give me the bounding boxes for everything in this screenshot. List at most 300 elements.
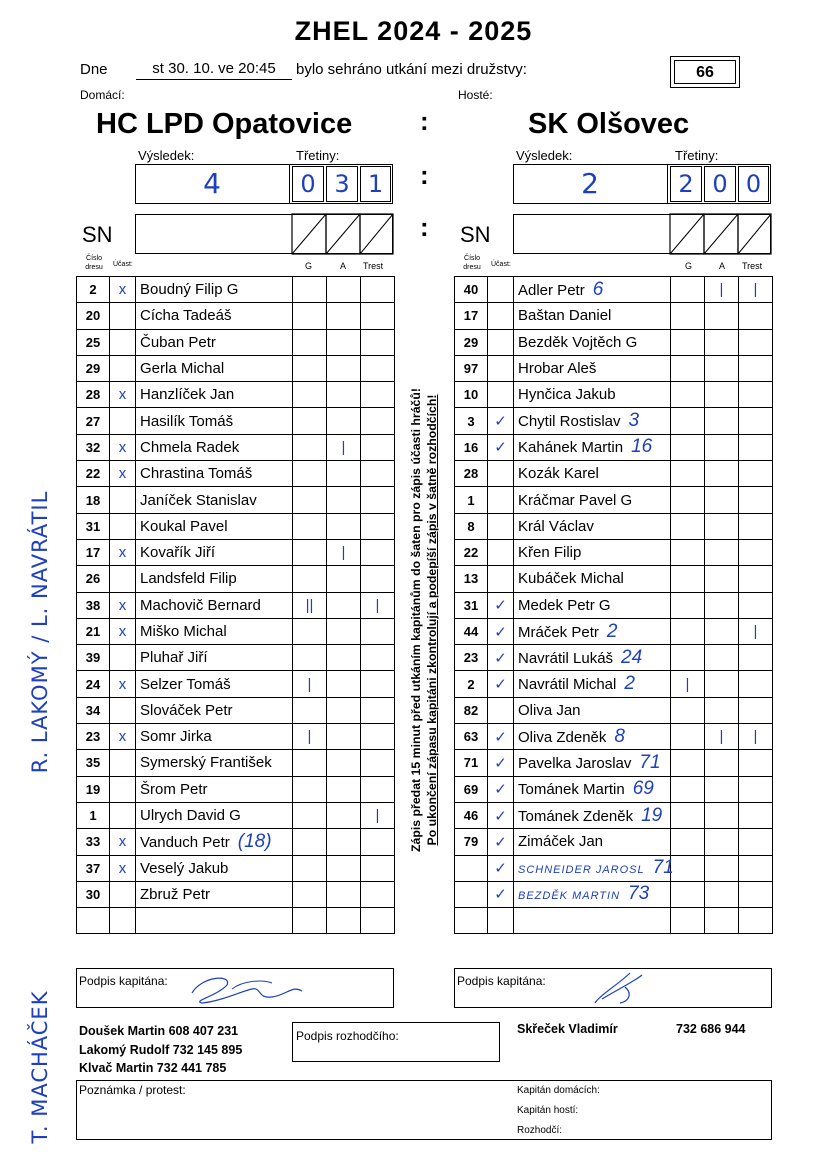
jersey-number: 3 (455, 408, 488, 434)
assists-cell (705, 566, 739, 592)
assists-cell (705, 303, 739, 329)
home-col-ucast-header: Účast: (113, 261, 133, 268)
away-captain-label: Kapitán hostí: (517, 1105, 579, 1116)
penalty-cell (739, 671, 773, 697)
penalty-cell (361, 697, 395, 723)
goals-cell (671, 829, 705, 855)
assists-cell (705, 776, 739, 802)
assists-cell (327, 829, 361, 855)
participation-mark: ✓ (488, 592, 514, 618)
match-number-box (670, 56, 740, 88)
participation-mark (488, 566, 514, 592)
player-name-cell (136, 776, 293, 802)
participation-mark (488, 329, 514, 355)
referee-label: Rozhodčí: (517, 1125, 563, 1136)
participation-mark: x (110, 592, 136, 618)
penalty-cell (739, 539, 773, 565)
participation-mark (488, 303, 514, 329)
participation-mark (488, 513, 514, 539)
player-name: Navrátil Michal (518, 676, 617, 694)
penalty-cell (361, 303, 395, 329)
player-name-cell (136, 355, 293, 381)
assists-cell: | (327, 434, 361, 460)
player-name-cell (136, 908, 293, 934)
home-player-row (77, 487, 395, 513)
home-player-row (77, 671, 395, 697)
player-name-cell (514, 697, 671, 723)
home-player-row (77, 697, 395, 723)
assists-cell (327, 671, 361, 697)
player-name: Zimáček Jan (518, 833, 604, 851)
participation-mark: ✓ (488, 408, 514, 434)
vertical-note-line1: Zápis předat 15 minut před utkáním kapitánům do šaten pro zápis účasti hráčů! (409, 388, 423, 852)
goals-cell (293, 461, 327, 487)
jersey-number: 23 (77, 724, 110, 750)
away-period-3: 0 (738, 166, 769, 202)
player-name: Tománek Zdeněk (518, 807, 634, 825)
player-name-cell (514, 382, 671, 408)
player-name-cell (136, 461, 293, 487)
away-player-row (455, 329, 773, 355)
away-player-row (455, 776, 773, 802)
goals-cell (671, 908, 705, 934)
referee-sign-box (292, 1022, 500, 1062)
player-name: Čuban Petr (140, 333, 216, 351)
player-name: Král Václav (518, 517, 594, 535)
participation-mark: ✓ (488, 750, 514, 776)
away-label: Hosté: (458, 88, 493, 102)
penalty-cell: | (361, 592, 395, 618)
penalty-cell (739, 355, 773, 381)
away-col-g-header: G (685, 261, 693, 271)
player-name: Zbruž Petr (140, 885, 211, 903)
player-name: Kahánek Martin (518, 439, 624, 457)
jersey-number: 21 (77, 618, 110, 644)
goals-cell (293, 697, 327, 723)
penalty-cell (361, 408, 395, 434)
player-name-cell (136, 697, 293, 723)
player-name-cell (136, 671, 293, 697)
goals-cell (293, 303, 327, 329)
home-captain-sign-label: Podpis kapitána: (79, 974, 168, 988)
jersey-number: 17 (77, 539, 110, 565)
goals-cell (671, 487, 705, 513)
participation-mark: x (110, 618, 136, 644)
home-period-2: 3 (326, 166, 358, 202)
jersey-number: 39 (77, 645, 110, 671)
assists-cell: | (705, 724, 739, 750)
handwritten-number: (18) (237, 830, 272, 852)
jersey-number (455, 881, 488, 907)
goals-cell: | (293, 671, 327, 697)
assists-cell: | (327, 539, 361, 565)
away-col-num-header: Číslo dresu (463, 255, 481, 271)
jersey-number: 82 (455, 697, 488, 723)
penalty-cell (361, 776, 395, 802)
jersey-number: 29 (77, 355, 110, 381)
participation-mark (110, 881, 136, 907)
away-player-row (455, 434, 773, 460)
penalty-cell (739, 645, 773, 671)
colon-2: : (420, 160, 429, 190)
goals-cell (293, 382, 327, 408)
participation-mark: x (110, 434, 136, 460)
jersey-number: 26 (77, 566, 110, 592)
player-name-cell (136, 618, 293, 644)
penalty-cell: | (739, 724, 773, 750)
player-name: Kubáček Michal (518, 570, 624, 588)
player-name-cell (514, 408, 671, 434)
penalty-cell (361, 461, 395, 487)
assists-cell (327, 566, 361, 592)
participation-mark: x (110, 277, 136, 303)
away-player-row (455, 645, 773, 671)
assists-cell (705, 592, 739, 618)
participation-mark (488, 461, 514, 487)
player-name: Veselý Jakub (140, 859, 229, 877)
participation-mark (110, 697, 136, 723)
home-player-row (77, 355, 395, 381)
goals-cell: || (293, 592, 327, 618)
goals-cell (293, 355, 327, 381)
jersey-number (77, 908, 110, 934)
player-name-cell (136, 829, 293, 855)
participation-mark (110, 776, 136, 802)
assists-cell (327, 776, 361, 802)
assists-cell (327, 408, 361, 434)
assists-cell (327, 881, 361, 907)
player-name: Navrátil Lukáš (518, 649, 614, 667)
home-col-trest-header: Trest (363, 261, 384, 271)
player-name-cell (514, 855, 674, 881)
home-sn-periods (292, 214, 393, 254)
jersey-number: 34 (77, 697, 110, 723)
home-player-row (77, 539, 395, 565)
participation-mark: x (110, 461, 136, 487)
away-player-row (455, 724, 773, 750)
player-name: Oliva Zdeněk (518, 728, 607, 746)
goals-cell (671, 776, 705, 802)
assists-cell (705, 408, 739, 434)
referee-3: Klvač Martin 732 441 785 (79, 1061, 227, 1075)
penalty-cell (739, 802, 773, 828)
jersey-number: 27 (77, 408, 110, 434)
participation-mark (110, 329, 136, 355)
player-name-cell (136, 513, 293, 539)
home-period-3: 1 (360, 166, 391, 202)
penalty-cell (361, 487, 395, 513)
away-player-row (455, 618, 773, 644)
goals-cell (671, 329, 705, 355)
jersey-number: 18 (77, 487, 110, 513)
player-name: Hynčica Jakub (518, 386, 616, 404)
assists-cell (705, 434, 739, 460)
away-captain-sign-box (454, 968, 772, 1008)
assists-cell (705, 329, 739, 355)
participation-mark (110, 802, 136, 828)
away-score-cell (513, 164, 668, 204)
jersey-number: 33 (77, 829, 110, 855)
player-name: Gerla Michal (140, 360, 225, 378)
assists-cell: | (705, 277, 739, 303)
participation-mark (488, 908, 514, 934)
home-player-row (77, 645, 395, 671)
match-date: st 30. 10. ve 20:45 (136, 60, 292, 80)
match-number: 66 (674, 60, 736, 84)
played-text: bylo sehráno utkání mezi družstvy: (296, 61, 527, 78)
assists-cell (327, 487, 361, 513)
player-name: Miško Michal (140, 623, 227, 640)
away-period-2: 0 (704, 166, 736, 202)
jersey-number: 71 (455, 750, 488, 776)
jersey-number: 38 (77, 592, 110, 618)
player-name: Chmela Radek (140, 438, 240, 456)
goals-cell (293, 750, 327, 776)
goals-cell (671, 539, 705, 565)
participation-mark (488, 277, 514, 303)
jersey-number: 97 (455, 355, 488, 381)
participation-mark (110, 566, 136, 592)
home-player-row (77, 329, 395, 355)
participation-mark (110, 750, 136, 776)
jersey-number: 22 (455, 539, 488, 565)
penalty-cell (361, 329, 395, 355)
player-name-cell (514, 671, 671, 697)
away-player-row (455, 408, 773, 434)
home-captain-sign-box (76, 968, 394, 1008)
jersey-number: 2 (455, 671, 488, 697)
colon-3: : (420, 212, 429, 242)
penalty-cell (361, 855, 395, 881)
player-name: Bezděk Vojtěch G (518, 333, 638, 351)
penalty-cell (739, 776, 773, 802)
home-sn-label: SN (82, 222, 113, 247)
player-name: BEZDĚK MARTIN (518, 890, 621, 903)
penalty-cell (361, 434, 395, 460)
participation-mark: x (110, 724, 136, 750)
handwritten-number: 71 (639, 751, 661, 773)
participation-mark: x (110, 671, 136, 697)
player-name: Mráček Petr (518, 623, 599, 641)
goals-cell (293, 776, 327, 802)
assists-cell (327, 750, 361, 776)
away-captain-signature (580, 969, 660, 1007)
participation-mark (110, 487, 136, 513)
goals-cell (671, 645, 705, 671)
home-player-row (77, 592, 395, 618)
home-player-row (77, 829, 395, 855)
penalty-cell (361, 645, 395, 671)
handwritten-number: 3 (628, 410, 640, 432)
penalty-cell (739, 908, 773, 934)
assists-cell (705, 618, 739, 644)
goals-cell (293, 539, 327, 565)
participation-mark (110, 513, 136, 539)
participation-mark: ✓ (488, 645, 514, 671)
penalty-cell (361, 671, 395, 697)
home-score-cell (135, 164, 290, 204)
player-name: Machovič Bernard (140, 596, 261, 614)
assists-cell (327, 724, 361, 750)
player-name-cell (136, 855, 293, 881)
goals-cell (293, 908, 327, 934)
player-name-cell (136, 434, 293, 460)
assists-cell (327, 908, 361, 934)
assists-cell (705, 645, 739, 671)
goals-cell (671, 750, 705, 776)
player-name-cell (514, 303, 671, 329)
goals-cell (671, 855, 705, 881)
penalty-cell (739, 329, 773, 355)
home-player-row (77, 277, 395, 303)
goals-cell (293, 329, 327, 355)
player-name: Hasilík Tomáš (140, 412, 234, 430)
player-name-cell (136, 645, 293, 671)
player-name-cell (136, 566, 293, 592)
penalty-cell (739, 513, 773, 539)
jersey-number: 24 (77, 671, 110, 697)
player-name: Hrobar Aleš (518, 360, 597, 378)
jersey-number: 29 (455, 329, 488, 355)
player-name-cell (514, 539, 671, 565)
away-player-row (455, 829, 773, 855)
goals-cell (293, 855, 327, 881)
jersey-number: 20 (77, 303, 110, 329)
goals-cell (671, 408, 705, 434)
penalty-cell (739, 461, 773, 487)
home-score: 4 (203, 167, 221, 200)
jersey-number: 1 (77, 802, 110, 828)
player-name-cell (136, 329, 293, 355)
away-player-row (455, 908, 773, 934)
jersey-number: 13 (455, 566, 488, 592)
goals-cell (293, 277, 327, 303)
referee-list (79, 1022, 242, 1078)
assists-cell (705, 829, 739, 855)
assists-cell (705, 355, 739, 381)
player-name: Landsfeld Filip (140, 570, 237, 588)
player-name-cell (514, 908, 671, 934)
handwritten-number: 16 (631, 436, 653, 458)
player-name-cell (136, 802, 293, 828)
away-player-row (455, 855, 773, 881)
goals-cell (671, 802, 705, 828)
goals-cell (671, 355, 705, 381)
penalty-cell (361, 724, 395, 750)
player-name-cell (136, 408, 293, 434)
player-name: Symerský František (140, 754, 272, 772)
dne-label: Dne (80, 61, 108, 78)
home-player-row (77, 881, 395, 907)
note-label: Poznámka / protest: (79, 1083, 186, 1097)
player-name-cell (136, 539, 293, 565)
jersey-number: 1 (455, 487, 488, 513)
handwritten-number: 24 (621, 646, 643, 668)
referee-sign-label: Podpis rozhodčího: (296, 1029, 399, 1043)
jersey-number: 2 (77, 277, 110, 303)
jersey-number: 37 (77, 855, 110, 881)
player-name-cell (514, 566, 671, 592)
player-name: Oliva Jan (518, 701, 581, 719)
handwritten-number: 2 (624, 673, 635, 695)
goals-cell (293, 566, 327, 592)
away-period-1: 2 (670, 166, 702, 202)
vertical-note-line2: Po ukončení zápasu kapitáni zkontrolují a podepíší zápis v šatně rozhodčích! (425, 394, 439, 846)
home-player-row (77, 461, 395, 487)
player-name: Cícha Tadeáš (140, 307, 232, 325)
handwritten-number: 2 (606, 620, 618, 642)
goals-cell (671, 566, 705, 592)
penalty-cell (739, 382, 773, 408)
player-name: SCHNEIDER JAROSL (518, 864, 645, 877)
player-name: Vanduch Petr (140, 833, 230, 851)
goals-cell (671, 881, 705, 907)
player-name: Chytil Rostislav (518, 413, 621, 431)
home-roster-table (76, 276, 395, 934)
participation-mark (110, 645, 136, 671)
player-name: Pavelka Jaroslav (518, 754, 632, 772)
participation-mark: x (110, 855, 136, 881)
participation-mark (488, 382, 514, 408)
note-box (76, 1080, 772, 1140)
player-name: Tománek Martin (518, 781, 625, 799)
goals-cell (671, 513, 705, 539)
player-name-cell (514, 592, 671, 618)
penalty-cell (361, 618, 395, 644)
player-name: Koukal Pavel (140, 517, 228, 535)
player-name: Šrom Petr (140, 780, 208, 798)
assists-cell (327, 382, 361, 408)
colon-1: : (420, 106, 429, 136)
away-player-row (455, 881, 773, 907)
goals-cell (293, 487, 327, 513)
contact-phone: 732 686 944 (676, 1022, 746, 1036)
penalty-cell: | (361, 802, 395, 828)
goals-cell (671, 277, 705, 303)
away-player-row (455, 487, 773, 513)
assists-cell (705, 881, 739, 907)
jersey-number: 16 (455, 434, 488, 460)
away-player-row (455, 539, 773, 565)
penalty-cell (739, 408, 773, 434)
goals-cell (671, 382, 705, 408)
assists-cell (327, 645, 361, 671)
player-name-cell (514, 355, 671, 381)
goals-cell (293, 881, 327, 907)
player-name-cell (514, 750, 671, 776)
home-captain-signature (172, 971, 312, 1007)
away-captain-sign-label: Podpis kapitána: (457, 974, 546, 988)
assists-cell (327, 592, 361, 618)
participation-mark (110, 303, 136, 329)
goals-cell (293, 618, 327, 644)
penalty-cell (361, 750, 395, 776)
player-name-cell (514, 802, 671, 828)
assists-cell (705, 461, 739, 487)
jersey-number (455, 908, 488, 934)
penalty-cell (361, 513, 395, 539)
home-col-g-header: G (305, 261, 313, 271)
participation-mark: ✓ (488, 618, 514, 644)
participation-mark: x (110, 829, 136, 855)
participation-mark: x (110, 382, 136, 408)
assists-cell (705, 539, 739, 565)
jersey-number (455, 855, 488, 881)
away-score: 2 (581, 167, 599, 200)
player-name: Křen Filip (518, 544, 582, 562)
goals-cell (293, 434, 327, 460)
page-title: ZHEL 2024 - 2025 (294, 16, 533, 46)
